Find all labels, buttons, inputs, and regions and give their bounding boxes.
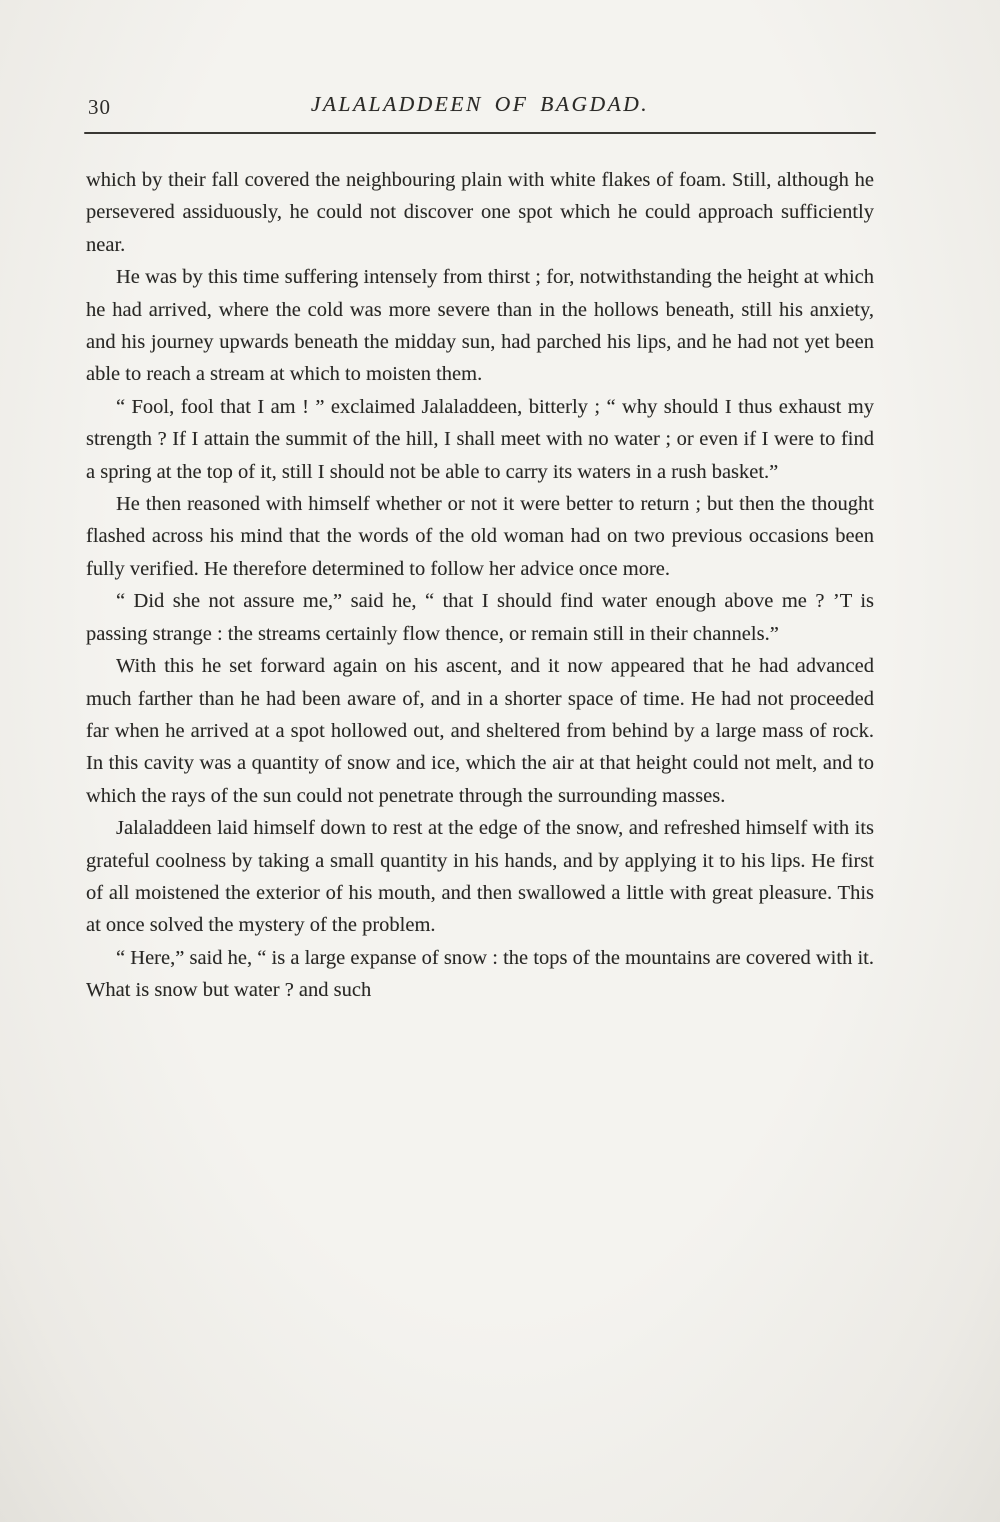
paragraph: which by their fall covered the neighbouring plain with white flakes of foam. Still, although he persevered assiduously, he could not discover one spot which he could approach sufficiently near. [86,169,874,256]
page-body [86,164,874,1007]
paragraph: “ Here,” said he, “ is a large expanse of snow : the tops of the mountains are covered with it. What is snow but water ? and such [86,946,874,1002]
running-title: JALALADDEEN OF BAGDAD. [310,92,650,116]
paragraph: With this he set forward again on his ascent, and it now appeared that he had advanced much farther than he had been aware of, and in a shorter space of time. He had not proceeded far when he arrived at a spot hollowed out, and sheltered from behind by a large mass of rock. In this cavity was a quantity of snow and ice, which the air at that height could not melt, and to which the rays of the sun could not penetrate through the surrounding masses. [86,655,874,807]
paragraph: He then reasoned with himself whether or not it were better to return ; but then the thought flashed across his mind that the words of the old woman had on two previous occasions been fully verified. He therefore determined to follow her advice once more. [86,493,874,580]
page-header [86,92,874,126]
paragraph: “ Fool, fool that I am ! ” exclaimed Jalaladdeen, bitterly ; “ why should I thus exhaust my strength ? If I attain the summit of the hill, I shall meet with no water ; or even if I were to find a spring at the top of it, still I should not be able to carry its waters in a rush basket.” [86,395,874,483]
header-rule [84,132,876,134]
page-number: 30 [88,95,111,119]
paragraph: “ Did she not assure me,” said he, “ that I should find water enough above me ? ’T is passing strange : the streams certainly flow thence, or remain still in their channels.” [86,590,874,645]
paragraph: Jalaladdeen laid himself down to rest at the edge of the snow, and refreshed himself with its grateful coolness by taking a small quantity in his hands, and by applying it to his lips. He first of all moistened the exterior of his mouth, and then swallowed a little with great pleasure. This at once solved the mystery of the problem. [86,817,874,937]
paragraph: He was by this time suffering intensely from thirst ; for, notwithstanding the height at which he had arrived, where the cold was more severe than in the hollows beneath, still his anxiety, and his journey upwards beneath the midday sun, had parched his lips, and he had not yet been able to reach a stream at which to moisten them. [86,266,874,386]
